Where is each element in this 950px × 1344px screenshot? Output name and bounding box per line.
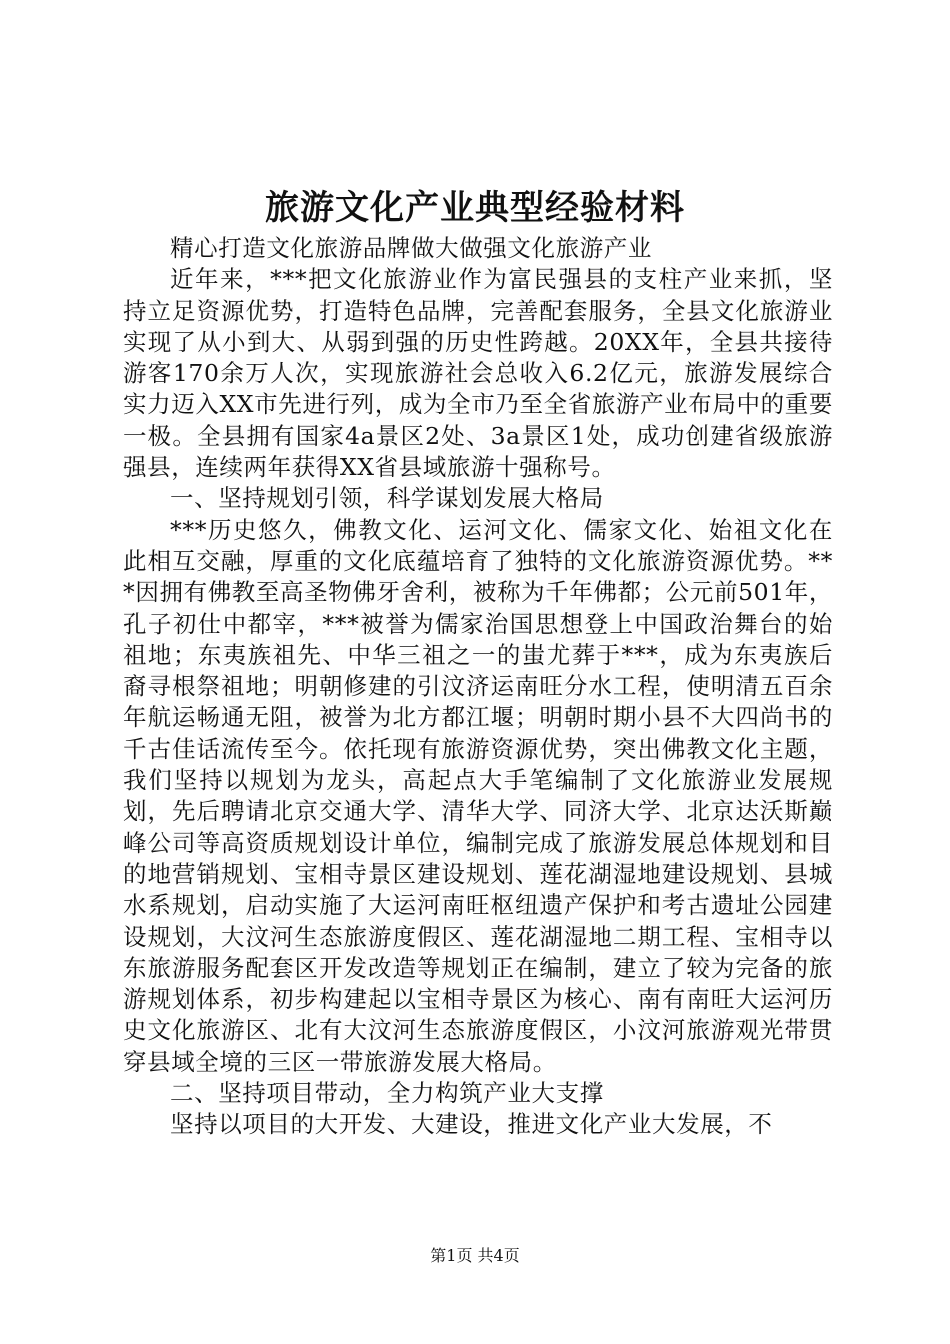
section-heading-2: 二、坚持项目带动，全力构筑产业大支撑	[170, 1079, 604, 1108]
section-heading-1: 一、坚持规划引领，科学谋划发展大格局	[170, 484, 604, 513]
intro-paragraph: 近年来，***把文化旅游业作为富民强县的支柱产业来抓，坚持立足资源优势，打造特色品牌，完善配套服务，全县文化旅游业实现了从小到大、从弱到强的历史性跨越。20XX年，全县共接待游客170余万人次，实现旅游社会总收入6.2亿元，旅游发展综合实力迈入XX市先进行列，成为全市乃至全省旅游产业布局中的重要一极。全县拥有国家4a景区2处、3a景区1处，成功创建省级旅游强县，连续两年获得XX省县域旅游十强称号。	[123, 265, 833, 482]
subtitle-paragraph: 精心打造文化旅游品牌做大做强文化旅游产业	[170, 234, 652, 262]
document-body	[123, 233, 833, 1141]
page-number-footer: 第1页 共4页	[430, 1246, 520, 1265]
section-2-paragraph: 坚持以项目的大开发、大建设，推进文化产业大发展，不	[170, 1110, 773, 1139]
section-1-paragraph: ***历史悠久，佛教文化、运河文化、儒家文化、始祖文化在此相互交融，厚重的文化底蕴培育了独特的文化旅游资源优势。***因拥有佛教至高圣物佛牙舍利，被称为千年佛都；公元前501年，孔子初仕中都宰，***被誉为儒家治国思想登上中国政治舞台的始祖地；东夷族祖先、中华三祖之一的蚩尤葬于***，成为东夷族后裔寻根祭祖地；明朝修建的引汶济运南旺分水工程，使明清五百余年航运畅通无阻，被誉为北方都江堰；明朝时期小县不大四尚书的千古佳话流传至今。依托现有旅游资源优势，突出佛教文化主题，我们坚持以规划为龙头，高起点大手笔编制了文化旅游业发展规划，先后聘请北京交通大学、清华大学、同济大学、北京达沃斯巅峰公司等高资质规划设计单位，编制完成了旅游发展总体规划和目的地营销规划、宝相寺景区建设规划、莲花湖湿地建设规划、县城水系规划，启动实施了大运河南旺枢纽遗产保护和考古遗址公园建设规划，大汶河生态旅游度假区、莲花湖湿地二期工程、宝相寺以东旅游服务配套区开发改造等规划正在编制，建立了较为完备的旅游规划体系，初步构建起以宝相寺景区为核心、南有南旺大运河历史文化旅游区、北有大汶河生态旅游度假区，小汶河旅游观光带贯穿县域全境的三区一带旅游发展大格局。	[123, 515, 833, 1076]
document-title: 旅游文化产业典型经验材料	[265, 188, 685, 228]
